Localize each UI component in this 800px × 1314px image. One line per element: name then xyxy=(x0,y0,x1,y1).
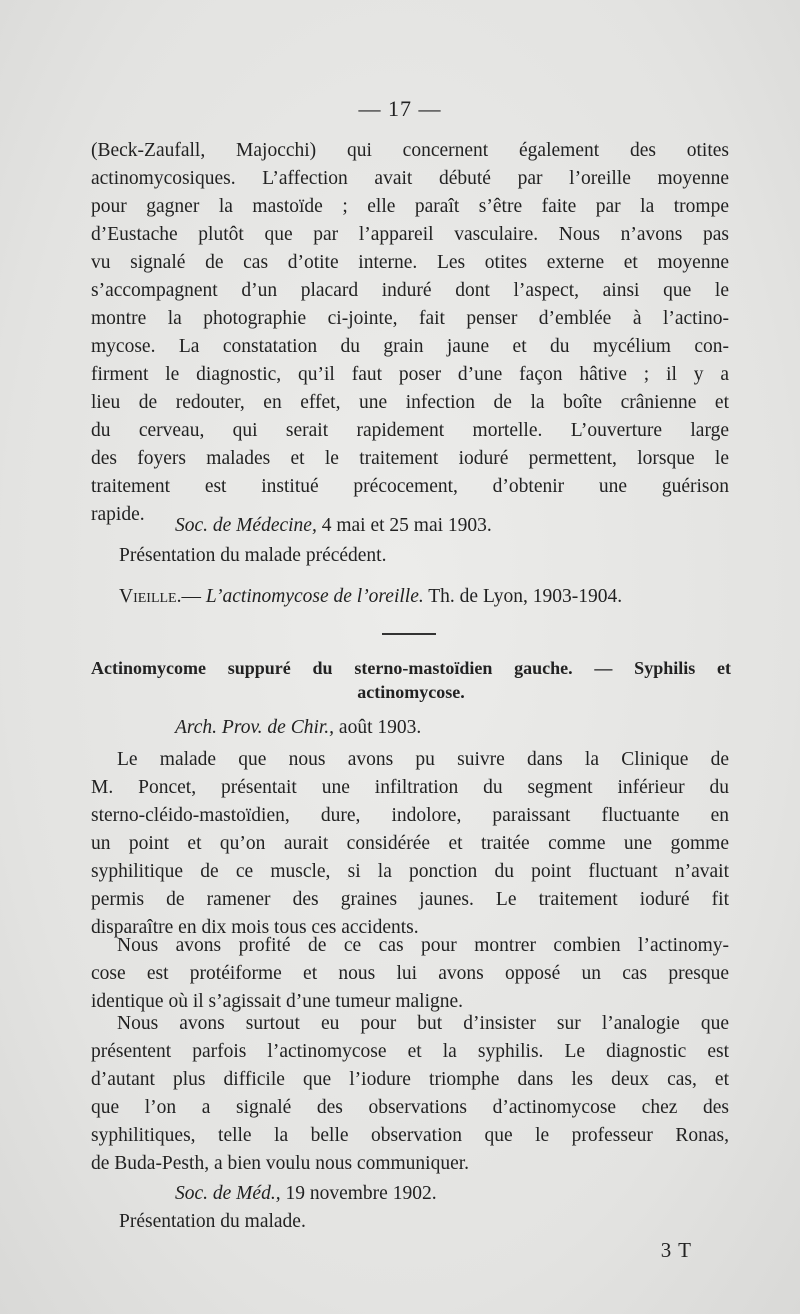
text-line: cose est protéiforme et nous lui avons opposé un cas presque xyxy=(91,963,729,984)
citation-date: 4 mai et 25 mai 1903. xyxy=(316,515,492,536)
citation-source: Soc. de Médecine, xyxy=(175,515,317,536)
text-line: lieu de redouter, en effet, une infection de la boîte crânienne et xyxy=(91,392,729,413)
reference-details: Th. de Lyon, 1903-1904. xyxy=(423,586,623,607)
paragraph-4 xyxy=(91,1010,729,1178)
page-number: — 17 — xyxy=(358,96,442,121)
text-line: des foyers malades et le traitement ioduré permettent, lorsque le xyxy=(91,448,729,469)
heading-line-2: actinomycose. xyxy=(357,682,465,702)
text-line: rapide. xyxy=(91,504,145,525)
text-line: de Buda-Pesth, a bien voulu nous communiquer. xyxy=(91,1153,470,1174)
text-line: syphilitiques, telle la belle observation que le professeur Ronas, xyxy=(91,1125,729,1146)
text-line: traitement est institué précocement, d’obtenir une guérison xyxy=(91,476,729,497)
text-line: mycose. La constatation du grain jaune et du mycélium con- xyxy=(91,336,729,357)
text-line: syphilitique de ce muscle, si la ponction du point fluctuant n’avait xyxy=(91,861,729,882)
text-line: actinomycosiques. L’affection avait débuté par l’oreille moyenne xyxy=(91,168,729,189)
text-line: sterno-cléido-mastoïdien, dure, indolore, paraissant fluctuante en xyxy=(91,805,729,826)
section-divider xyxy=(382,633,436,635)
paragraph-1 xyxy=(91,137,729,529)
citation-1 xyxy=(91,512,729,540)
citation-2 xyxy=(91,714,729,742)
heading-line-1: Actinomycome suppuré du sterno-mastoïdien gauche. — Syphilis et xyxy=(91,658,731,678)
text-line: que l’on a signalé des observations d’actinomycose chez des xyxy=(91,1097,729,1118)
presentation-1 xyxy=(91,542,729,570)
citation-date: août 1903. xyxy=(334,717,422,738)
text-line: d’autant plus difficile que l’iodure triomphe dans les deux cas, et xyxy=(91,1069,729,1090)
text-line: Le malade que nous avons pu suivre dans la Clinique de xyxy=(117,749,729,770)
text-line: vu signalé de cas d’otite interne. Les otites externe et moyenne xyxy=(91,252,729,273)
presentation-2 xyxy=(91,1208,729,1236)
text-line: un point et qu’on aurait considérée et traitée comme une gomme xyxy=(91,833,729,854)
text-line: montre la photographie ci-jointe, fait penser d’emblée à l’actino- xyxy=(91,308,729,329)
citation-line xyxy=(91,512,729,540)
reference-author: Vieille. xyxy=(119,586,182,607)
reference-dash: — xyxy=(181,586,206,607)
reference-line xyxy=(91,583,729,611)
citation-line xyxy=(91,714,729,742)
paragraph-2 xyxy=(91,746,729,942)
presentation-line: Présentation du malade précédent. xyxy=(119,545,387,566)
text-line: (Beck-Zaufall, Majocchi) qui concernent également des otites xyxy=(91,140,729,161)
reference-title: L’actinomycose de l’oreille. xyxy=(205,586,424,607)
text-line: du cerveau, qui serait rapidement mortelle. L’ouverture large xyxy=(91,420,729,441)
citation-line xyxy=(91,1180,729,1208)
text-line: identique où il s’agissait d’une tumeur maligne. xyxy=(91,991,464,1012)
signature-mark: 3 T xyxy=(660,1238,692,1262)
vieille-reference xyxy=(91,583,729,611)
text-line: Nous avons profité de ce cas pour montrer combien l’actinomy- xyxy=(117,935,729,956)
text-line: pour gagner la mastoïde ; elle paraît s’être faite par la trompe xyxy=(91,196,729,217)
text-line: Nous avons surtout eu pour but d’insister sur l’analogie que xyxy=(117,1013,729,1034)
citation-source: Soc. de Méd., xyxy=(175,1183,281,1204)
citation-3 xyxy=(91,1180,729,1208)
paragraph-3 xyxy=(91,932,729,1016)
text-line: firment le diagnostic, qu’il faut poser d’une façon hâtive ; il y a xyxy=(91,364,729,385)
text-line: M. Poncet, présentait une infiltration du segment inférieur du xyxy=(91,777,729,798)
citation-date: 19 novembre 1902. xyxy=(280,1183,437,1204)
section-heading xyxy=(91,656,731,704)
text-line: permis de ramener des graines jaunes. Le traitement ioduré fit xyxy=(91,889,729,910)
presentation-line: Présentation du malade. xyxy=(119,1211,306,1232)
text-line: disparaître en dix mois tous ces accidents. xyxy=(91,917,419,938)
text-line: présentent parfois l’actinomycose et la syphilis. Le diagnostic est xyxy=(91,1041,729,1062)
citation-source: Arch. Prov. de Chir., xyxy=(175,717,335,738)
text-line: d’Eustache plutôt que par l’appareil vasculaire. Nous n’avons pas xyxy=(91,224,729,245)
text-line: s’accompagnent d’un placard induré dont l’aspect, ainsi que le xyxy=(91,280,729,301)
